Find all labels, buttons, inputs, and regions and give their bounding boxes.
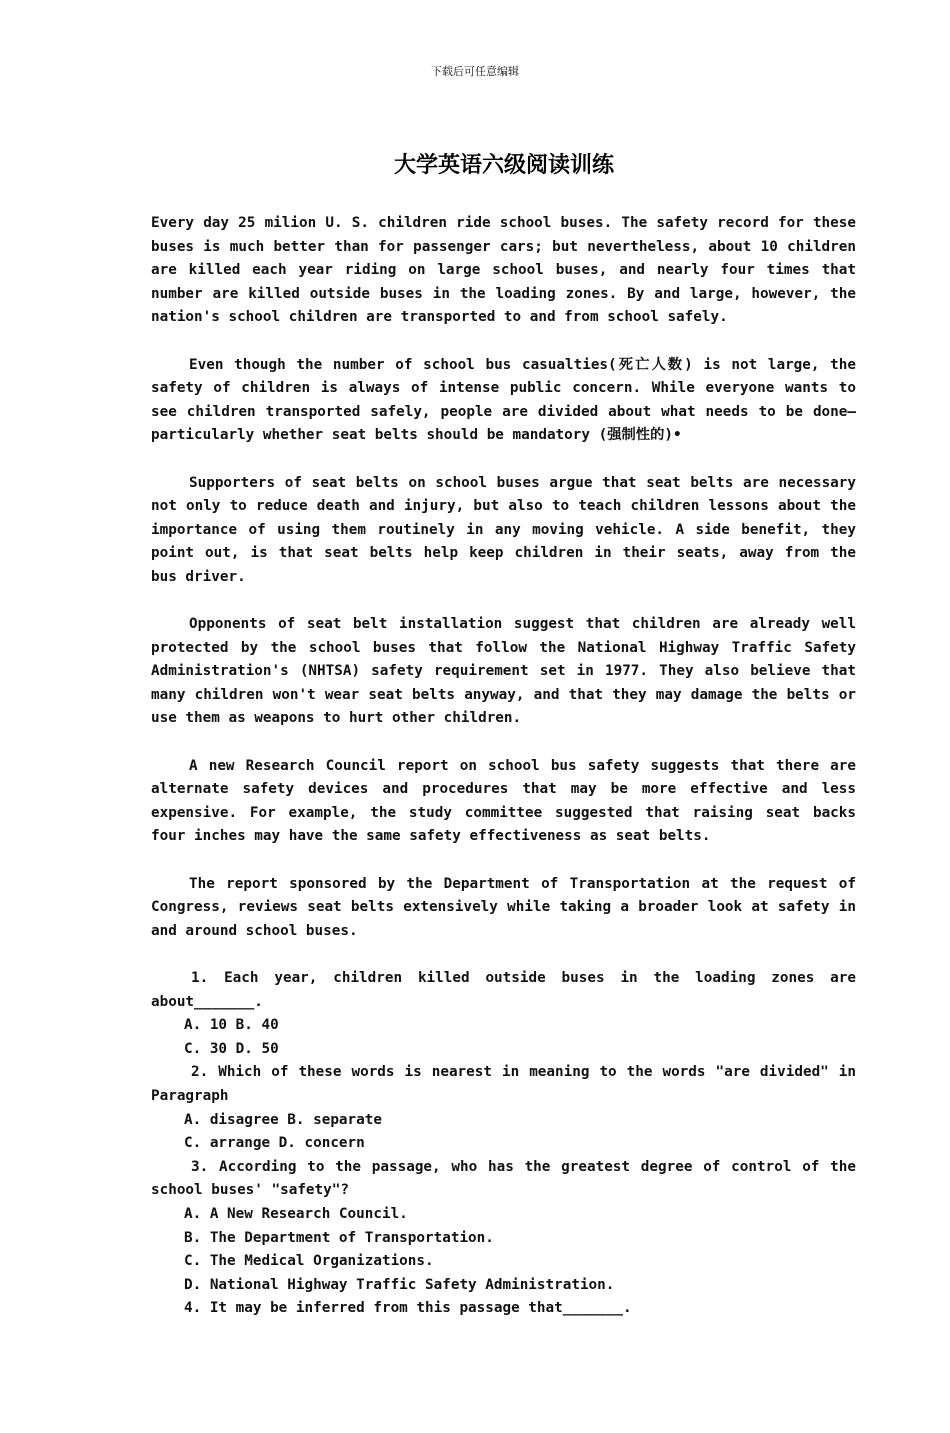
question-1 [151,967,856,1061]
question-stem: 3. According to the passage, who has the greatest degree of control of the school buses' "safety"? [151,1158,856,1199]
paragraph-5: A new Research Council report on school bus safety suggests that there are alternate safety devices and procedures that may be more effective and less expensive. For example, the study committee suggested that raising seat backs four inches may have the same safety effectiveness as seat belts. [151,757,856,845]
document-body [151,212,856,1321]
answer-option: A. A New Research Council. [184,1205,408,1222]
answer-option: D. National Highway Traffic Safety Administration. [184,1276,615,1293]
question-stem: 2. Which of these words is nearest in meaning to the words "are divided" in Paragraph [151,1064,856,1104]
answer-option: C. The Medical Organizations. [184,1253,434,1270]
question-3 [151,1156,856,1298]
paragraph-6: The report sponsored by the Department of Transportation at the request of Congress, reviews seat belts extensively while taking a broader look at safety in and around school buses. [151,875,856,939]
answer-option: C. arrange D. concern [184,1135,365,1152]
paragraph-3: Supporters of seat belts on school buses argue that seat belts are necessary not only to reduce death and injury, but also to teach children lessons about the importance of using them routinely in any moving vehicle. A side benefit, they point out, is that seat belts help keep children in their seats, away from the bus driver. [151,474,856,585]
question-2 [151,1061,856,1155]
paragraph-1: Every day 25 milion U. S. children ride school buses. The safety record for these buses is much better than for passenger cars; but nevertheless, about 10 children are killed each year riding on large school buses, and nearly four times that number are killed outside buses in the loading zones. By and large, however, the nation's school children are transported to and from school safely. [151,215,856,326]
question-4 [151,1297,856,1321]
question-stem: 1. Each year, children killed outside buses in the loading zones are about_______. [151,970,856,1010]
page-title: 大学英语六级阅读训练 [393,153,614,178]
paragraph-4: Opponents of seat belt installation suggest that children are already well protected by the school buses that follow the National Highway Traffic Safety Administration's (NHTSA) safety requirement set in 1977. They also believe that many children won't wear seat belts anyway, and that they may damage the belts or use them as weapons to hurt other children. [151,616,856,727]
question-stem: 4. It may be inferred from this passage that_______. [184,1300,632,1317]
answer-option: C. 30 D. 50 [184,1040,279,1057]
header-note: 下载后可任意编辑 [431,65,519,78]
answer-option: A. disagree B. separate [184,1111,382,1128]
answer-option: A. 10 B. 40 [184,1017,279,1034]
paragraph-2: Even though the number of school bus casualties(死亡人数) is not large, the safety of children is always of intense public concern. While everyone wants to see children transported safely, people are divided about what needs to be done—particularly whether seat belts should be mandatory (强制性的)• [151,356,856,444]
answer-option: B. The Department of Transportation. [184,1229,494,1246]
